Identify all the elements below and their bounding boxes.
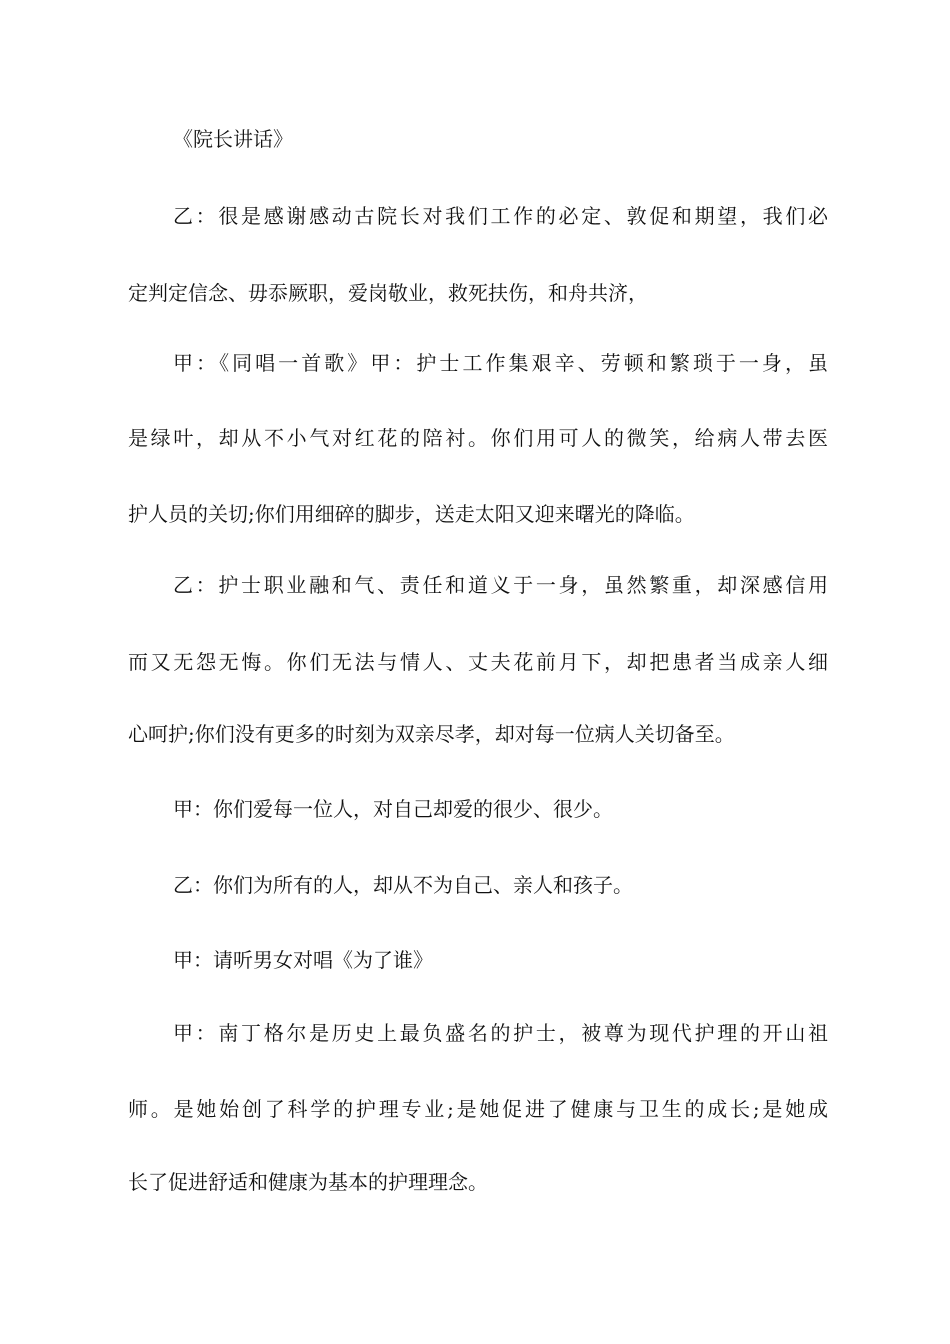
- paragraph-line: 而又无怨无悔。你们无法与情人、丈夫花前月下，却把患者当成亲人细: [128, 650, 828, 674]
- paragraph-line: 甲：请听男女对唱《为了谁》: [173, 948, 433, 972]
- paragraph-line: 护人员的关切;你们用细碎的脚步，送走太阳又迎来曙光的降临。: [128, 502, 695, 526]
- paragraph-line: 乙：很是感谢感动古院长对我们工作的必定、敦促和期望，我们必: [173, 204, 828, 228]
- paragraph-line: 乙：你们为所有的人，却从不为自己、亲人和孩子。: [173, 873, 633, 897]
- paragraph-line: 师。是她始创了科学的护理专业;是她促进了健康与卫生的成长;是她成: [128, 1097, 828, 1121]
- paragraph-line: 定判定信念、毋忝厥职，爱岗敬业，救死扶伤，和舟共济，: [128, 281, 648, 305]
- paragraph-line: 是绿叶，却从不小气对红花的陪衬。你们用可人的微笑，给病人带去医: [128, 426, 828, 450]
- paragraph-line: 甲：南丁格尔是历史上最负盛名的护士，被尊为现代护理的开山祖: [173, 1021, 828, 1045]
- paragraph-line: 乙：护士职业融和气、责任和道义于一身，虽然繁重，却深感信用: [173, 573, 828, 597]
- section-title: 《院长讲话》: [173, 127, 293, 151]
- paragraph-line: 心呵护;你们没有更多的时刻为双亲尽孝，却对每一位病人关切备至。: [128, 722, 735, 746]
- paragraph-line: 甲：你们爱每一位人，对自己却爱的很少、很少。: [173, 797, 613, 821]
- paragraph-line: 长了促进舒适和健康为基本的护理理念。: [128, 1170, 488, 1194]
- paragraph-line: 甲：《同唱一首歌》甲：护士工作集艰辛、劳顿和繁琐于一身，虽: [173, 351, 828, 375]
